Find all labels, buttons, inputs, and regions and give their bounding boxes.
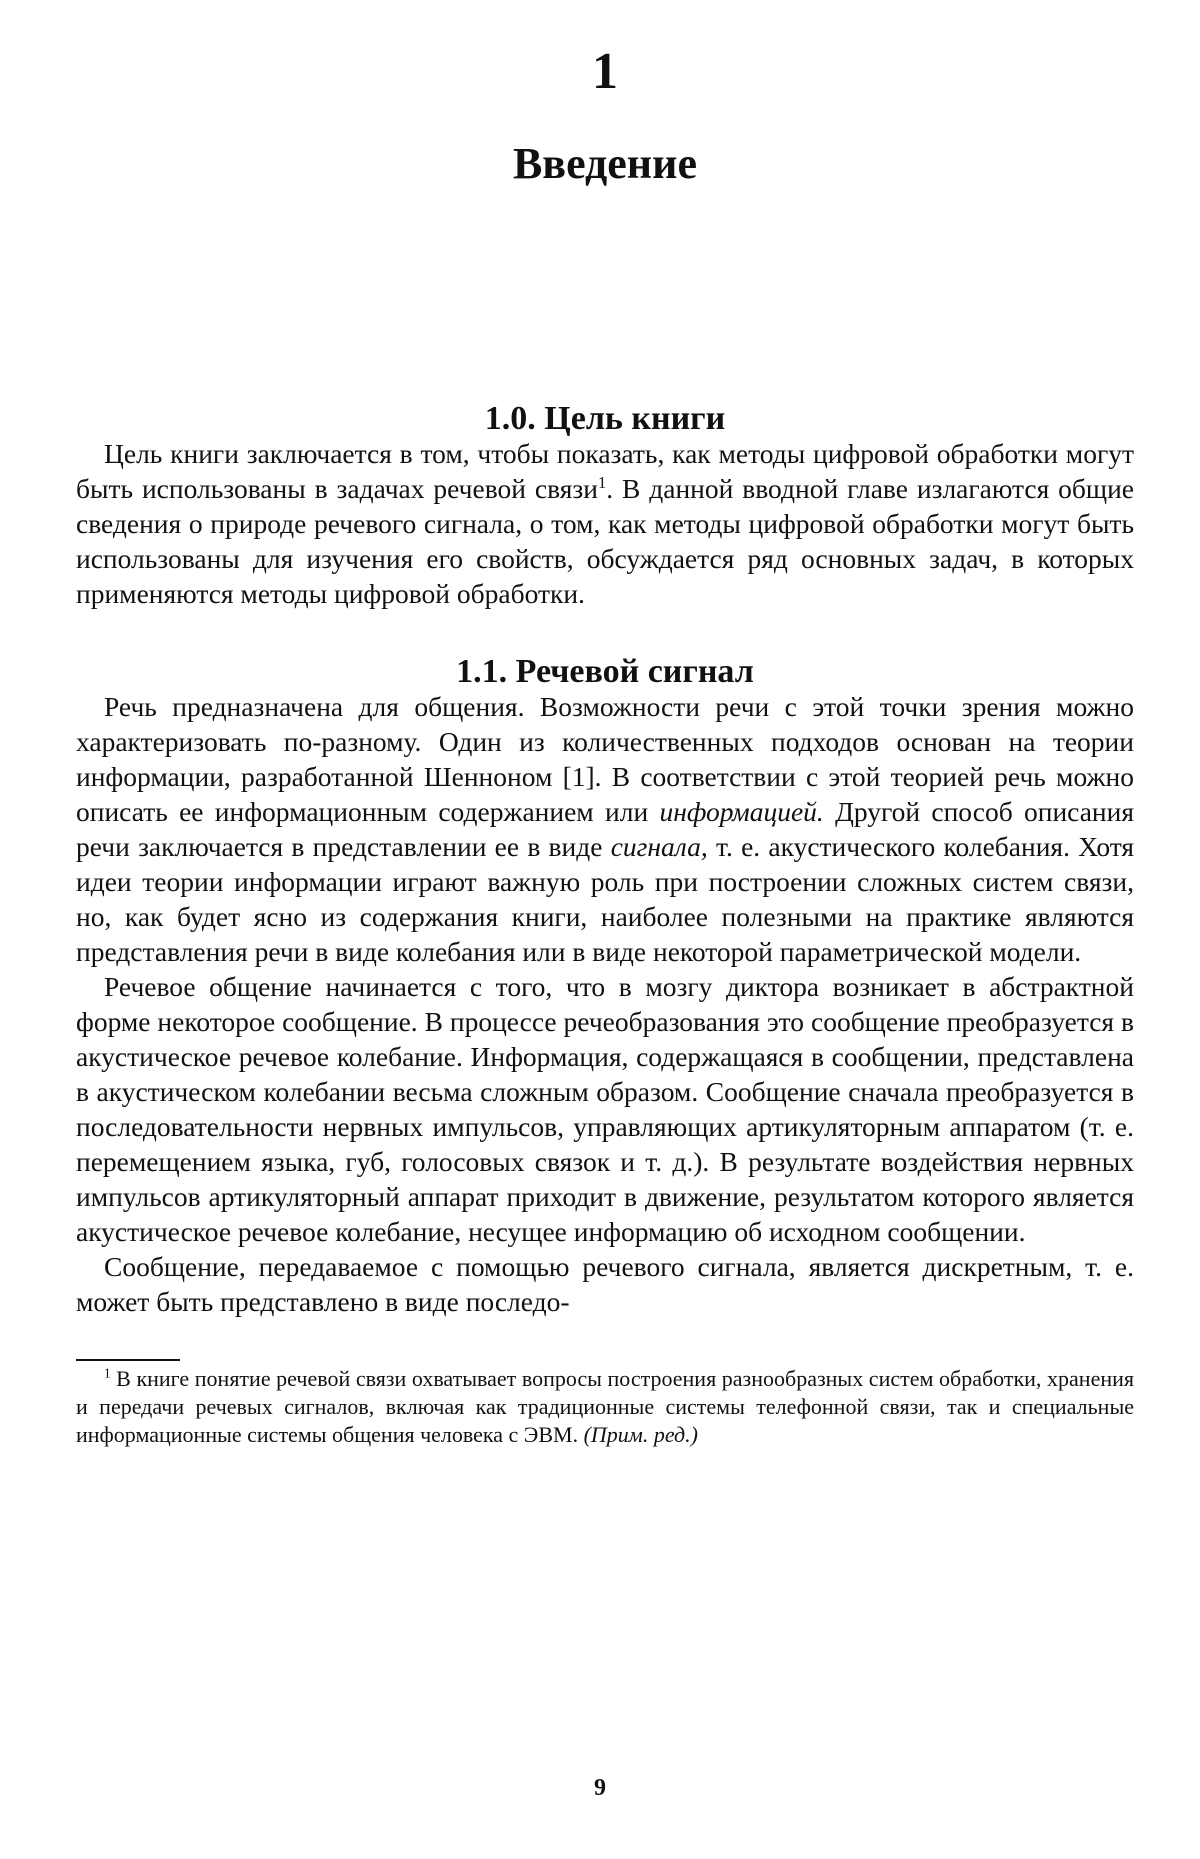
paragraph-speech-2: Речевое общение начинается с того, что в мозгу диктора возникает в абстрактной форме некоторое сообщение. В процессе речеобразования это сообщение преобразуется в акустическое речевое колебание. Информация, содержащаяся в сообщении, представлена в акустическом колебании весьма сложным образом. Сообщение сначала преобразуется в последовательности нервных импульсов, управляющих артикуляторным аппаратом (т. е. перемещением языка, губ, голосовых связок и т. д.). В результате воздействия нервных импульсов артикуляторный аппарат приходит в движение, результатом которого является акустическое речевое колебание, несущее информацию об исходном сообщении. — [76, 971, 1134, 1247]
paragraph-speech-1 — [76, 689, 1134, 969]
footnote — [76, 1365, 1134, 1449]
paragraph-book-goal — [76, 436, 1134, 611]
section-title-speech-signal: 1.1. Речевой сигнал — [456, 653, 754, 690]
paragraph-speech-3: Сообщение, передаваемое с помощью речевого сигнала, является дискретным, т. е. может быть представлено в виде последо- — [76, 1251, 1134, 1317]
paragraph-text: Цель книги заключается в том, чтобы показать, как методы цифровой обработки могут быть использованы в задачах речевой связи — [76, 438, 1134, 504]
paragraph-text: Другой способ описания речи заключается в представлении ее в виде — [76, 796, 1134, 862]
editor-note: (Прим. ред.) — [583, 1422, 699, 1447]
italic-term-signal: сигнала, — [610, 831, 708, 862]
page-number: 9 — [594, 1775, 606, 1801]
chapter-title: Введение — [512, 139, 698, 188]
paragraph-text: . В данной вводной главе излагаются общие сведения о природе речевого сигнала, о том, как методы цифровой обработки могут быть использованы для изучения его свойств, обсуждается ряд основных задач, в которых применяются методы цифровой обработки. — [76, 473, 1135, 609]
footnote-reference: 1 — [597, 472, 607, 492]
footnote-text: В книге понятие речевой связи охватывает вопросы построения разнообразных систем обработки, хранения и передачи речевых сигналов, включая как традиционные системы телефонной связи, так и специальные информационные системы общения человека с ЭВМ. — [76, 1366, 1134, 1447]
chapter-number: 1 — [592, 43, 618, 100]
footnote-mark: 1 — [104, 1365, 111, 1381]
paragraph-text: т. е. акустического колебания. Хотя идеи теории информации играют важную роль при построении сложных систем связи, но, как будет ясно из содержания книги, наиболее полезными на практике являются представления речи в виде колебания или в виде некоторой параметрической модели. — [76, 831, 1135, 967]
section-title-book-goal: 1.0. Цель книги — [484, 400, 726, 437]
paragraph-text: Речь предназначена для общения. Возможности речи с этой точки зрения можно характеризовать по-разному. Один из количественных подходов основан на теории информации, разработанной Шенноном [1]. В соответствии с этой теорией речь можно описать ее информационным содержанием или — [76, 691, 1134, 827]
italic-term-information: информацией. — [659, 796, 824, 827]
footnote-divider — [76, 1359, 180, 1361]
